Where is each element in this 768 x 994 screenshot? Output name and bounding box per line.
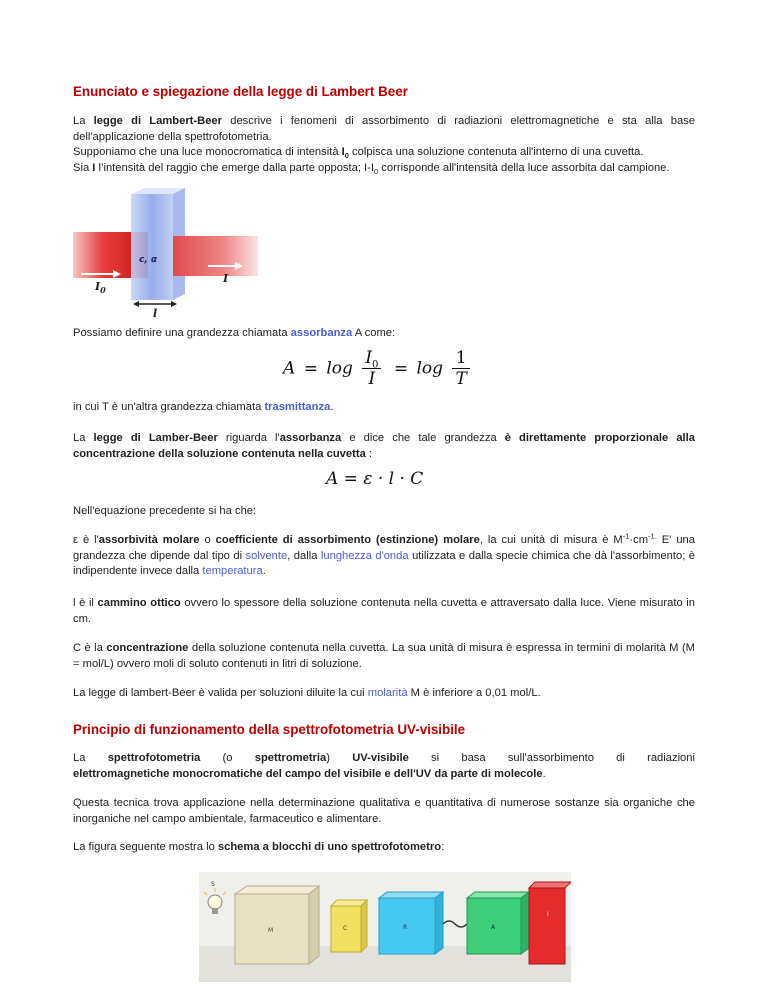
section-heading-spettrofotometria: Principio di funzionamento della spettrofotometria UV-visibile [73,722,466,737]
link-temperatura[interactable]: temperatura [202,565,263,577]
svg-text:I: I [547,911,549,918]
paragraph-spettrofotometria: La spettrofotometria (o spettrometria) UV-visibile si basa sull'assorbimento di radiazioni elettromagnetiche monocromatiche del campo del visibile e dell'UV da parte di molecole. [73,752,695,780]
label-I0: $I_0$ [95,280,106,295]
paragraph-equation-intro: Nell'equazione precedente si ha che: [73,505,257,517]
link-solvente[interactable]: solvente [245,549,288,562]
paragraph-cammino-ottico: l è il cammino ottico ovvero lo spessore della soluzione contenuta nella cuvetta e attraversato dalla luce. Viene misurato in cm. [73,597,695,625]
cuvette-body [131,194,173,300]
paragraph-law-statement: La legge di Lamber-Beer riguarda l'assorbanza e dice che tale grandezza è direttamente proporzionale alla concentrazione della soluzione contenuta nella cuvetta : [73,432,695,460]
label-l: l [153,307,158,318]
equation-beer-lambert: A = ε · l · C [326,469,424,489]
paragraph-intro: La legge di Lambert-Beer descrive i fenomeni di assorbimento di radiazioni elettromagnetiche e sta alla base dell'applicazione della spettrofotometria. Supponiamo che una luce monocromatica di intensità $I_0$ colpisca una soluzione contenuta all'interno di una cuvetta. Sia I l’intensità del raggio che emerge dalla parte opposta; $I-I_0$ corrisponde all'intensità della luce assorbita dal campione. [73,115,695,176]
transmitted-beam [173,236,258,276]
svg-text:A: A [491,924,496,931]
equation-absorbance: A = log $\frac{I_0}{I}$ = log $\frac{1}{T}$ [283,348,474,389]
label-I: I [223,272,229,285]
paragraph-applicazioni: Questa tecnica trova applicazione nella determinazione qualitativa e quantitativa di numerose sostanze sia organiche che inorganiche nel campo ambientale, farmaceutico e alimentare. [73,797,695,825]
link-trasmittanza[interactable]: trasmittanza [264,401,331,413]
link-assorbanza[interactable]: assorbanza [290,327,353,339]
paragraph-trasmittanza: in cui T è un'altra grandezza chiamata trasmittanza. [73,401,334,413]
svg-text:R: R [403,924,408,931]
svg-text:M: M [268,927,274,934]
paragraph-schema-intro: La figura seguente mostra lo schema a blocchi di uno spettrofotometro: [73,841,445,853]
paragraph-epsilon: ε è l'assorbività molare o coefficiente di assorbimento (estinzione) molare, la cui unità di misura è $M^{-1}\cdot cm^{-1.}$ E' una grandezza che dipende dal tipo di solvente, dalla lunghezza d'onda utilizzata e dalla specie chimica che dà l'assorbimento; è indipendente invece dalla temperatura. [73,531,695,577]
spectrophotometer-block-diagram [199,872,571,982]
label-c-alpha: c, α [139,255,158,265]
paragraph-concentrazione: C è la concentrazione della soluzione contenuta nella cuvetta. La sua unità di misura è espressa in termini di molarità M (M = mol/L) ovvero moli di soluto contenuti in litri di soluzione. [73,642,695,670]
label-S: S [211,881,215,888]
cuvette-beam-figure [73,188,263,318]
section-heading-lambert-beer: Enunciato e spiegazione della legge di Lambert Beer [73,84,408,99]
paragraph-assorbanza: Possiamo definire una grandezza chiamata assorbanza A come: [73,327,396,339]
paragraph-validity: La legge di lambert-Beer è valida per soluzioni diluite la cui molarità M è inferiore a 0,01 mol/L. [73,687,541,699]
block-I [529,888,565,964]
svg-text:C: C [343,925,348,932]
link-lunghezza-onda[interactable]: lunghezza d'onda [320,549,409,562]
link-molarita[interactable]: molarità [367,687,408,699]
